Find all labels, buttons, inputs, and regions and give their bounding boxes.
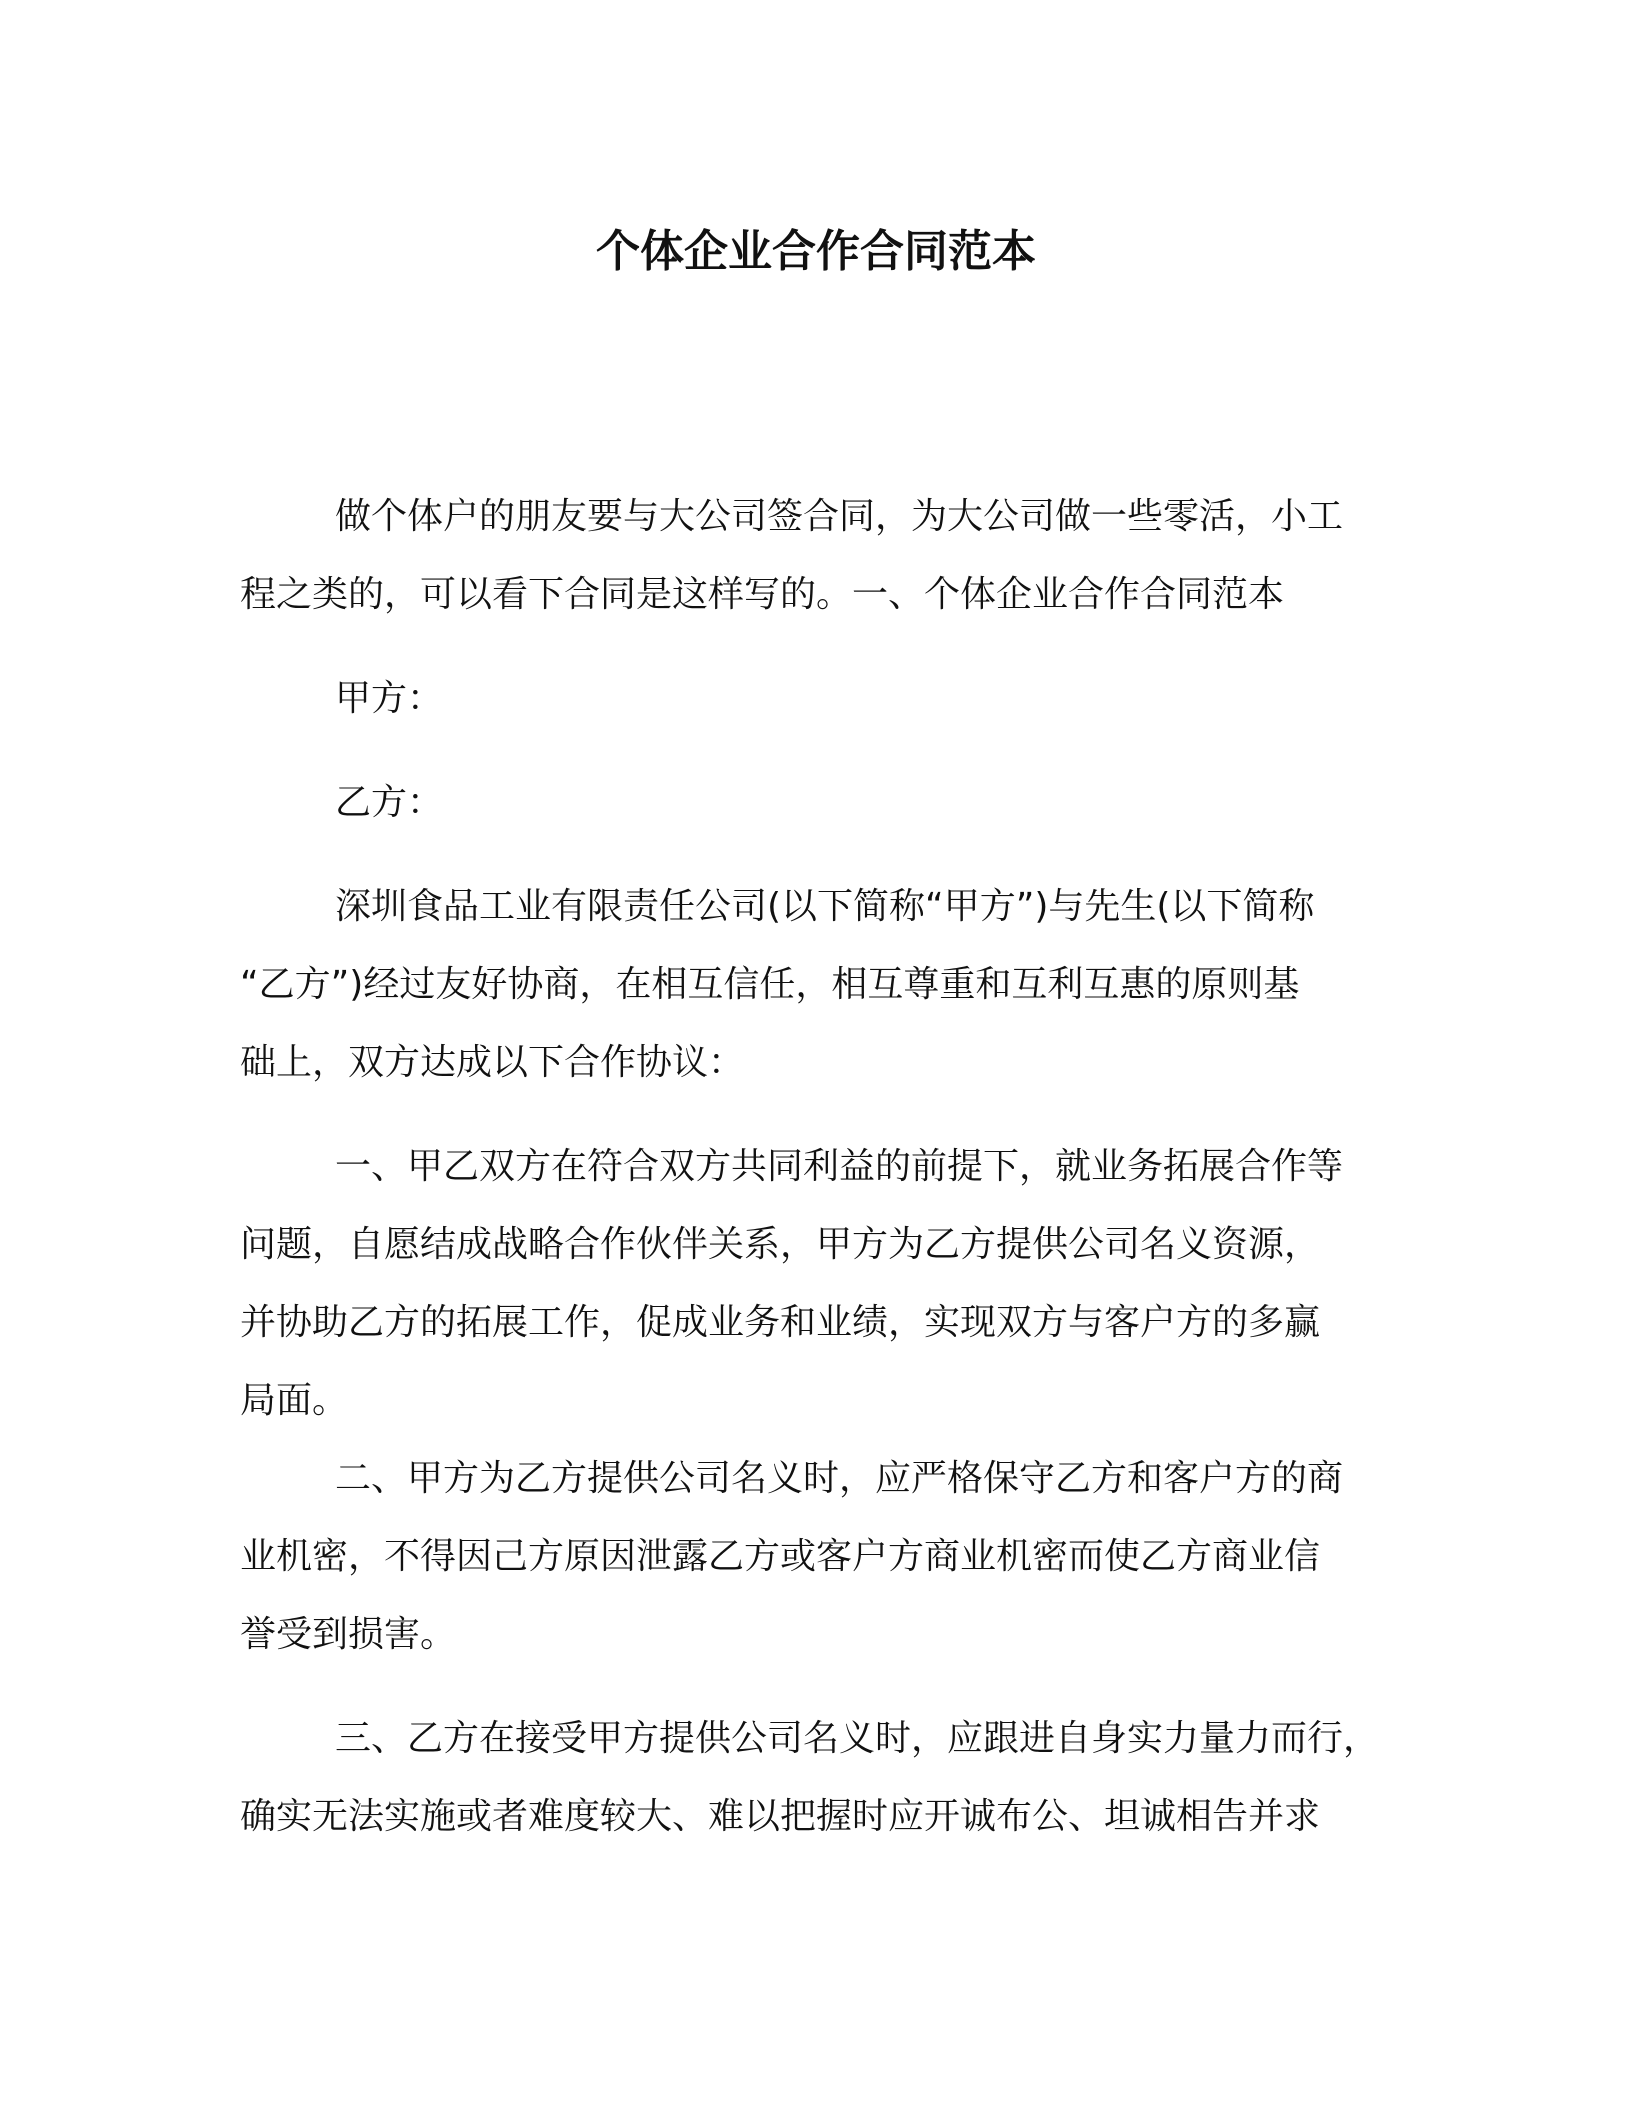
clause-3-line-2: 确实无法实施或者难度较大、难以把握时应开诚布公、坦诚相告并求 — [240, 1796, 1321, 1837]
party-b-line — [240, 764, 1400, 842]
intro-line-2: 程之类的，可以看下合同是这样写的。一、个体企业合作合同范本 — [240, 574, 1285, 615]
preamble-line-1: 深圳食品工业有限责任公司(以下简称“甲方”)与先生(以下简称 — [335, 886, 1315, 927]
clause-1-paragraph — [240, 1128, 1400, 1440]
clause-1-line-3: 并协助乙方的拓展工作，促成业务和业绩，实现双方与客户方的多赢 — [240, 1302, 1321, 1343]
clause-1-line-1: 一、甲乙双方在符合双方共同利益的前提下，就业务拓展合作等 — [335, 1146, 1344, 1187]
clause-2-line-1: 二、甲方为乙方提供公司名义时，应严格保守乙方和客户方的商 — [335, 1458, 1344, 1499]
preamble-line-2: “乙方”)经过友好协商，在相互信任，相互尊重和互利互惠的原则基 — [240, 964, 1300, 1005]
party-b-label: 乙方： — [335, 782, 444, 823]
party-a-label: 甲方： — [335, 678, 444, 719]
clause-3-paragraph — [240, 1700, 1400, 1856]
preamble-line-3: 础上，双方达成以下合作协议： — [240, 1042, 745, 1083]
document-title: 个体企业合作合同范本 — [596, 226, 1036, 277]
preamble-paragraph — [240, 868, 1400, 1102]
clause-1-line-4: 局面。 — [240, 1380, 349, 1421]
clause-2-line-3: 誉受到损害。 — [240, 1614, 457, 1655]
party-a-line — [240, 660, 1400, 738]
clause-1-line-2: 问题，自愿结成战略合作伙伴关系，甲方为乙方提供公司名义资源， — [240, 1224, 1321, 1265]
clause-2-line-2: 业机密，不得因己方原因泄露乙方或客户方商业机密而使乙方商业信 — [240, 1536, 1321, 1577]
intro-line-1: 做个体户的朋友要与大公司签合同，为大公司做一些零活，小工 — [335, 496, 1344, 537]
intro-paragraph — [240, 478, 1400, 634]
clause-3-line-1: 三、乙方在接受甲方提供公司名义时，应跟进自身实力量力而行， — [335, 1718, 1380, 1759]
clause-2-paragraph — [240, 1440, 1400, 1674]
